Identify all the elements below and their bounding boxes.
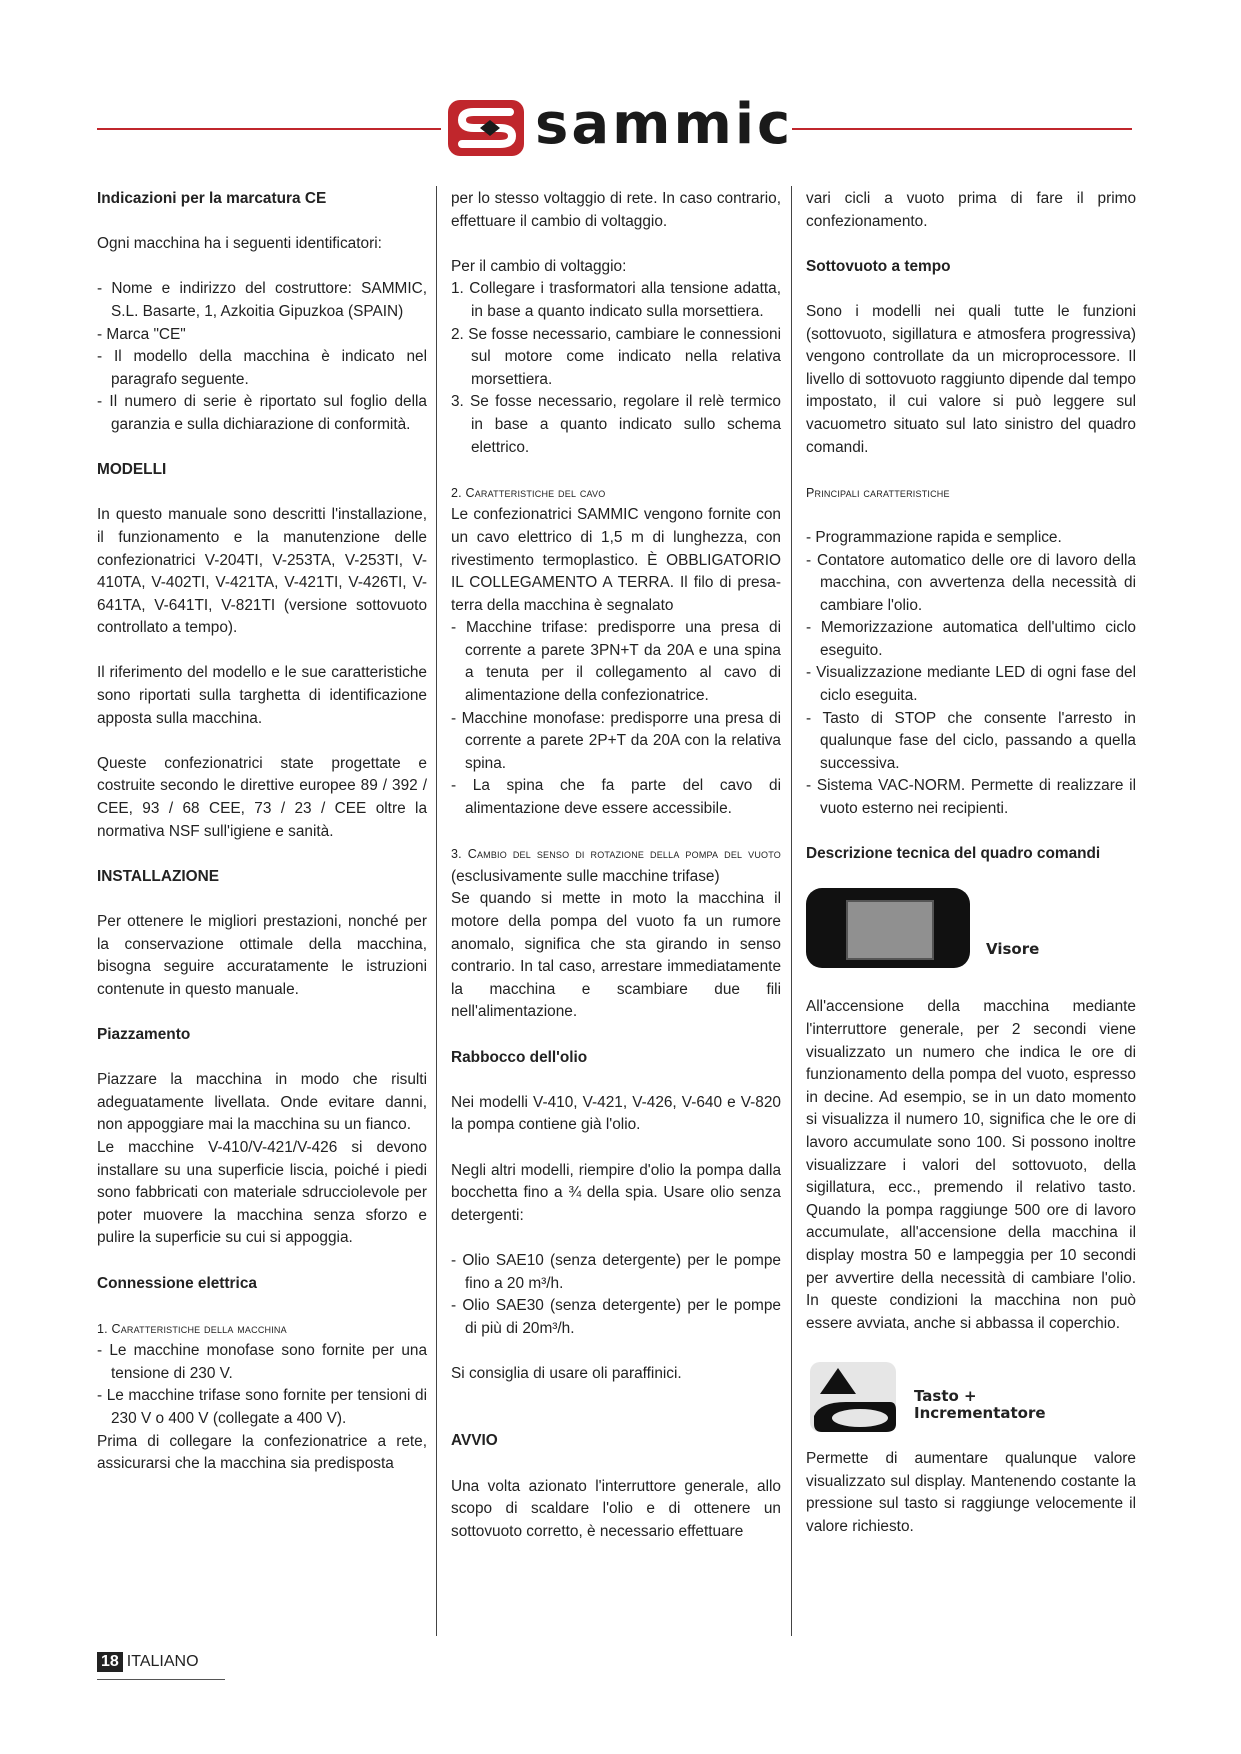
column-3 <box>806 188 1136 1538</box>
list-item: - Tasto di STOP che consente l'arresto in qualunque fase del ciclo, passando a quella successiva. <box>806 708 1136 776</box>
paragraph-senso-rotazione: Se quando si mette in moto la macchina il motore della pompa del vuoto fa un rumore anomalo, significa che sta girando in senso contrario. In tal caso, arrestare immediatamente la macchina e scambiare due fili nell'alimentazione. <box>451 890 781 1021</box>
heading-avvio: AVVIO <box>451 1432 498 1450</box>
brand-name: sammic <box>535 92 794 157</box>
paragraph-cavo: Le confezionatrici SAMMIC vengono fornite con un cavo elettrico di 1,5 m di lunghezza, con rivestimento termoplastico. È OBBLIGATORIO IL COLLEGAMENTO A TERRA. Il filo di presa-terra della macchina è segnalato <box>451 506 781 614</box>
identifiers-list <box>97 278 427 436</box>
list-item: - Macchine trifase: predisporre una presa di corrente a parete 3PN+T da 20A e una spina a tenuta per il collegamento al cavo di alimentazione della confezionatrice. <box>451 617 781 707</box>
list-item: - Il numero di serie è riportato sul foglio della garanzia e sulla dichiarazione di conformità. <box>97 391 427 436</box>
paragraph-sottovuoto: Sono i modelli nei quali tutte le funzioni (sottovuoto, sigillatura e atmosfera progressiva) vengono controllate da un microprocessore. Il livello di sottovuoto raggiunto dipende dal tempo impostato, il cui valore si può leggere sul vacuometro situato sul lato sinistro del quadro comandi. <box>806 302 1136 456</box>
paragraph-modelli-2: Il riferimento del modello e le sue caratteristiche sono riportati sulla targhetta di identificazione apposta sulla macchina. <box>97 664 427 727</box>
list-item: - Olio SAE30 (senza detergente) per le pompe di più di 20m³/h. <box>451 1295 781 1340</box>
sammic-logo <box>448 92 794 162</box>
list-item: - Memorizzazione automatica dell'ultimo ciclo eseguito. <box>806 617 1136 662</box>
paragraph-piazzamento-2: Le macchine V-410/V-421/V-426 si devono installare su una superficie liscia, poiché i piedi sono fabbricati con materiale sdrucciolevole per poter muovere la macchina senza sforzo e pulire la superficie su cui si appoggia. <box>97 1138 427 1247</box>
paragraph-piazzamento-1: Piazzare la macchina in modo che risulti adeguatamente livellata. Onde evitare danni, non appoggiare mai la macchina su un fianco. <box>97 1071 427 1134</box>
heading-modelli: MODELLI <box>97 461 167 479</box>
language-label: ITALIANO <box>126 1653 199 1670</box>
display-screen <box>846 900 934 960</box>
list-item: - Nome e indirizzo del costruttore: SAMMIC, S.L. Basarte, 1, Azkoitia Gipuzkoa (SPAIN) <box>97 278 427 323</box>
voltage-change-steps <box>451 278 781 459</box>
list-item: - Il modello della macchina è indicato nel paragrafo seguente. <box>97 346 427 391</box>
list-item: - Olio SAE10 (senza detergente) per le pompe fino a 20 m³/h. <box>451 1250 781 1295</box>
column-2 <box>451 188 781 1543</box>
heading-descrizione-quadro: Descrizione tecnica del quadro comandi <box>806 845 1101 863</box>
tasto-label-line-1: Tasto + <box>914 1386 977 1405</box>
page-footer <box>97 1652 199 1672</box>
list-item: - Contatore automatico delle ore di lavoro della macchina, con avvertenza della necessità di cambiare l'olio. <box>806 550 1136 618</box>
sammic-emblem-icon <box>448 96 526 160</box>
heading-connessione-elettrica: Connessione elettrica <box>97 1274 257 1292</box>
subheading-caratteristiche-macchina: 1. Caratteristiche della macchina <box>97 1321 287 1336</box>
paragraph-tasto: Permette di aumentare qualunque valore visualizzato sul display. Mantenendo costante la pressione sul tasto si raggiunge velocemente il valore richiesto. <box>806 1449 1136 1535</box>
display-icon <box>806 888 970 968</box>
tasto-label-line-2: Incrementatore <box>914 1403 1046 1422</box>
heading-installazione: INSTALLAZIONE <box>97 867 219 885</box>
subheading-cambio-senso-label: 3. Cambio del senso di rotazione della pompa del vuoto <box>451 847 781 862</box>
list-item: - Macchine monofase: predisporre una presa di corrente a parete 2P+T da 20A con la relativa spina. <box>451 708 781 776</box>
features-list <box>806 527 1136 821</box>
header-rule-right <box>792 128 1132 130</box>
paragraph-visore: All'accensione della macchina mediante l'interruttore generale, per 2 secondi viene visualizzato un numero che indica le ore di funzionamento della pompa del vuoto, espresso in decine. Ad esempio, se in un dato momento si visualizza il numero 10, significa che le ore di lavoro accumulate sono 100. Si possono inoltre visualizzare i valori del sottovuoto, della sigillatura, ecc., premendo il relativo tasto. Quando la pompa raggiunge 500 ore di lavoro accumulate, all'accensione della macchina il display mostra 50 e lampeggia per 10 secondi per avvertire della necessità di cambiare l'olio. In queste condizioni la macchina non può essere avviata, anche si abbassa il coperchio. <box>806 998 1136 1332</box>
machine-characteristics-list <box>97 1340 427 1430</box>
tasto-figure <box>806 1358 1136 1442</box>
paragraph-paraffinici: Si consiglia di usare oli paraffinici. <box>451 1364 682 1382</box>
paragraph-collegare: Prima di collegare la confezionatrice a rete, assicurarsi che la macchina sia predisposta <box>97 1432 427 1473</box>
paragraph-cambio-voltaggio: Per il cambio di voltaggio: <box>451 257 627 275</box>
list-item: - Marca "CE" <box>97 324 427 347</box>
oil-list <box>451 1250 781 1340</box>
subheading-caratteristiche-cavo: 2. Caratteristiche del cavo <box>451 485 606 500</box>
cable-list <box>451 617 781 820</box>
paragraph-voltage-continued: per lo stesso voltaggio di rete. In caso contrario, effettuare il cambio di voltaggio. <box>451 190 781 230</box>
column-1 <box>97 188 427 1476</box>
list-item: - Visualizzazione mediante LED di ogni fase del ciclo eseguita. <box>806 662 1136 707</box>
paragraph-installazione: Per ottenere le migliori prestazioni, nonché per la conservazione ottimale della macchina, bisogna seguire accuratamente le istruzioni contenute in questo manuale. <box>97 913 427 998</box>
tasto-label <box>914 1388 1046 1422</box>
list-item: - Le macchine monofase sono fornite per una tensione di 230 V. <box>97 1340 427 1385</box>
increment-button-icon <box>810 1358 908 1436</box>
subheading-principali-caratteristiche: Principali caratteristiche <box>806 485 950 500</box>
footer-rule <box>97 1679 225 1680</box>
list-item: 2. Se fosse necessario, cambiare le connessioni sul motore come indicato nella relativa morsettiera. <box>451 325 781 388</box>
subheading-cambio-senso-note: (esclusivamente sulle macchine trifase) <box>451 867 720 885</box>
paragraph-identifiers: Ogni macchina ha i seguenti identificatori: <box>97 235 382 253</box>
column-divider-1 <box>436 186 437 1636</box>
header-rule-left <box>97 128 441 130</box>
list-item: - La spina che fa parte del cavo di alimentazione deve essere accessibile. <box>451 775 781 820</box>
paragraph-modelli-1: In questo manuale sono descritti l'installazione, il funzionamento e la manutenzione delle confezionatrici V-204TI, V-253TA, V-253TI, V-410TA, V-402TI, V-421TA, V-421TI, V-426TI, V-641TA, V-641TI, V-821TI (versione sottovuoto controllato a tempo). <box>97 506 427 637</box>
list-item: 1. Collegare i trasformatori alla tensione adatta, in base a quanto indicato sulla morsettiera. <box>451 280 781 320</box>
paragraph-cicli-continued: vari cicli a vuoto prima di fare il primo confezionamento. <box>806 190 1136 230</box>
paragraph-modelli-3: Queste confezionatrici state progettate e costruite secondo le direttive europee 89 / 392 / CEE, 93 / 68 CEE, 73 / 23 / CEE oltre la normativa NSF sull'igiene e sanità. <box>97 754 427 840</box>
heading-piazzamento: Piazzamento <box>97 1025 191 1043</box>
paragraph-olio-2: Negli altri modelli, riempire d'olio la pompa dalla bocchetta fino a ¾ della spia. Usare olio senza detergenti: <box>451 1161 781 1224</box>
subheading-cambio-senso <box>451 843 781 888</box>
heading-sottovuoto-tempo: Sottovuoto a tempo <box>806 257 951 275</box>
paragraph-olio-1: Nei modelli V-410, V-421, V-426, V-640 e V-820 la pompa contiene già l'olio. <box>451 1093 781 1134</box>
list-item: - Le macchine trifase sono fornite per tensioni di 230 V o 400 V (collegate a 400 V). <box>97 1385 427 1430</box>
heading-ce-marking: Indicazioni per la marcatura CE <box>97 190 327 207</box>
paragraph-avvio: Una volta azionato l'interruttore generale, allo scopo di scaldare l'olio e di ottenere un sottovuoto corretto, è necessario effettuare <box>451 1477 781 1540</box>
visore-figure <box>806 888 1136 974</box>
visore-label: Visore <box>986 940 1040 959</box>
list-item: - Sistema VAC-NORM. Permette di realizzare il vuoto esterno nei recipienti. <box>806 775 1136 820</box>
list-item: - Programmazione rapida e semplice. <box>806 527 1136 550</box>
page-number: 18 <box>97 1652 123 1672</box>
column-divider-2 <box>791 186 792 1636</box>
heading-rabbocco-olio: Rabbocco dell'olio <box>451 1048 588 1066</box>
list-item: 3. Se fosse necessario, regolare il relè termico in base a quanto indicato sullo schema elettrico. <box>451 393 781 456</box>
